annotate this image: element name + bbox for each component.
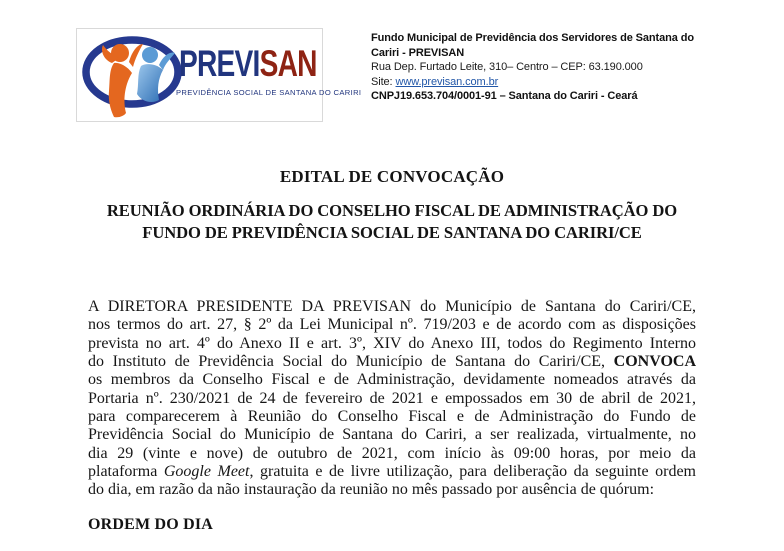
body-text: do dia, em razão da não instauração da reunião no mês passado por ausência de quórum: <box>88 481 655 499</box>
body-line <box>88 426 696 444</box>
body-line <box>88 445 696 463</box>
body-text: nos termos do art. 27, § 2º da Lei Municipal nº. 719/203 e de acordo com as disposições <box>88 316 696 334</box>
previsan-tagline: PREVIDÊNCIA SOCIAL DE SANTANA DO CARIRI <box>176 88 362 97</box>
letterhead-cnpj: CNPJ19.653.704/0001-91 – Santana do Cariri - Ceará <box>371 90 638 102</box>
emphasis-italic-text: Google Meet <box>163 463 250 481</box>
body-text: A DIRETORA PRESIDENTE DA PREVISAN do Município de Santana do Cariri/CE, <box>88 298 696 315</box>
document-title: EDITAL DE CONVOCAÇÃO <box>279 167 505 186</box>
body-line <box>88 371 696 389</box>
letterhead <box>371 31 731 104</box>
body-line <box>88 298 696 316</box>
body-line <box>88 408 696 426</box>
letterhead-site-line <box>371 75 731 90</box>
emphasis-bold-text: CONVOCA <box>613 353 696 371</box>
letterhead-address: Rua Dep. Furtado Leite, 310– Centro – CEP: 63.190.000 <box>371 61 643 73</box>
site-label: Site: <box>371 75 393 88</box>
body-text: Previdência Social do Município de Santana do Cariri, a ser realizada, virtualmente, no <box>88 426 696 444</box>
body-text: Portaria nº. 230/2021 de 24 de fevereiro de 2021 e empossados em 30 de abril de 2021, <box>88 389 696 407</box>
wordmark-san: SAN <box>259 43 317 84</box>
body-line <box>88 390 696 408</box>
body-paragraph <box>88 298 696 500</box>
previsan-wordmark <box>179 45 317 82</box>
previsan-emblem-icon <box>80 34 186 118</box>
body-line <box>88 335 696 353</box>
subtitle-line-2: FUNDO DE PREVIDÊNCIA SOCIAL DE SANTANA DO CARIRI/CE <box>142 223 642 242</box>
letterhead-org-name-line2: Cariri - PREVISAN <box>371 46 465 59</box>
body-text: os membros da Conselho Fiscal e de Administração, devidamente nomeados através da <box>88 371 696 389</box>
body-text: para comparecerem à Reunião do Conselho Fiscal e de Administração do Fundo de <box>88 408 696 426</box>
subtitle-line-1: REUNIÃO ORDINÁRIA DO CONSELHO FISCAL DE ADMINISTRAÇÃO DO <box>106 201 678 220</box>
body-text: prevista no art. 4º do Anexo II e art. 3º, XIV do Anexo III, todos do Regimento Interno <box>88 334 696 352</box>
section-heading: ORDEM DO DIA <box>88 516 214 533</box>
body-text: dia 29 (vinte e nove) de outubro de 2021, com início às 09:00 horas, por meio da <box>88 444 696 462</box>
document-subtitle <box>0 200 784 244</box>
body-text: do Instituto de Previdência Social do Município de Santana do Cariri/CE, <box>88 353 614 371</box>
website-link[interactable]: www.previsan.com.br <box>395 75 499 88</box>
body-line <box>88 463 696 481</box>
body-line <box>88 353 696 371</box>
previsan-logo <box>76 28 362 122</box>
letterhead-org-name-line1: Fundo Municipal de Previdência dos Servidores de Santana do <box>371 32 694 44</box>
body-line <box>88 316 696 334</box>
body-text: plataforma <box>88 463 164 481</box>
wordmark-previ: PREVI <box>179 43 260 84</box>
body-text: , gratuita e de livre utilização, para deliberação da seguinte ordem <box>249 463 696 481</box>
body-line <box>88 481 696 499</box>
